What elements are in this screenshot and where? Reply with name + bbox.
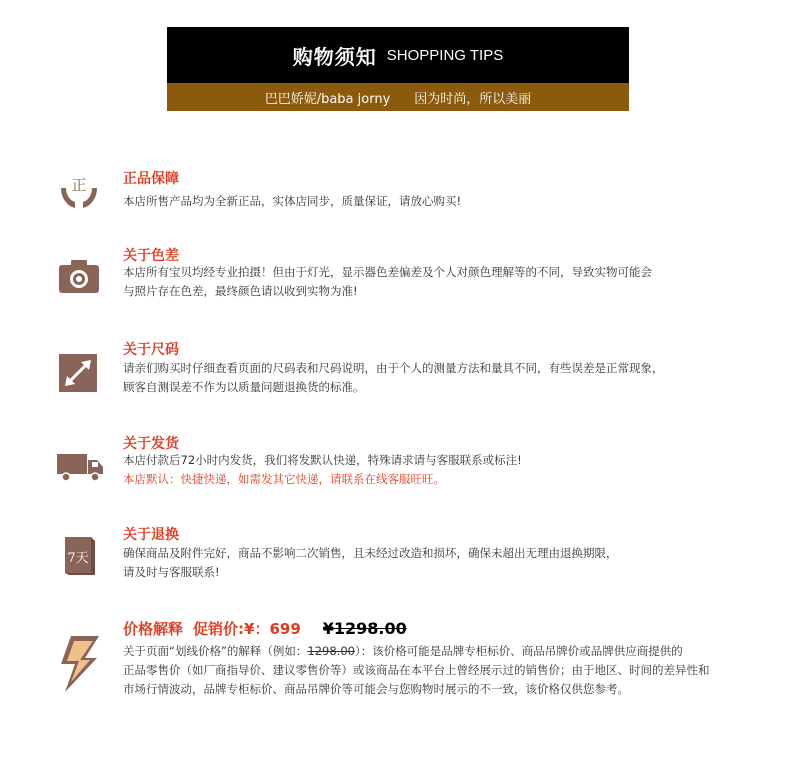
size-text <box>123 359 763 397</box>
color-text <box>123 263 763 301</box>
genuine-text <box>123 192 763 211</box>
promo-label: 促销价: <box>193 620 245 638</box>
price-line-1-pre: 关于页面“划线价格”的解释（例如： <box>123 644 308 658</box>
lightning-icon <box>55 632 103 694</box>
resize-arrow-icon <box>55 350 103 398</box>
size-line-2: 顾客自测误差不作为以质量问题退换货的标准。 <box>123 380 365 394</box>
seven-day-text: 7天 <box>67 551 89 566</box>
banner-brand-bar <box>167 83 629 111</box>
price-row <box>123 618 407 639</box>
page-subtitle: SHOPPING TIPS <box>386 46 504 64</box>
price-line-1-post: ）：该价格可能是品牌专柜标价、商品吊牌价或品牌供应商提供的 <box>354 644 683 658</box>
returns-title: 关于退换 <box>123 527 179 543</box>
original-price: ¥1298.00 <box>322 619 407 638</box>
promo-price: ¥：699 <box>244 620 301 638</box>
truck-icon <box>55 444 105 492</box>
price-line-1-strike: 1298.00 <box>307 644 355 658</box>
color-title: 关于色差 <box>123 248 179 264</box>
returns-text <box>123 544 763 582</box>
price-line-1 <box>123 642 773 661</box>
camera-icon <box>55 253 103 301</box>
returns-line-2: 请及时与客服联系! <box>123 565 220 579</box>
size-title: 关于尺码 <box>123 342 179 358</box>
brand-name: 巴巴娇妮/baba jorny <box>264 91 391 107</box>
price-title: 价格解释 <box>123 620 184 638</box>
header-banner <box>167 27 629 111</box>
page-title: 购物须知 <box>292 44 377 69</box>
genuine-line-1: 本店所售产品均为全新正品，实体店同步，质量保证，请放心购买! <box>123 194 462 208</box>
shipping-note: 本店默认：快捷快递，如需发其它快递，请联系在线客服旺旺。 <box>123 472 445 486</box>
shipping-line-1: 本店付款后72小时内发货，我们将发默认快递，特殊请求请与客服联系或标注! <box>123 453 522 467</box>
brand-slogan: 因为时尚，所以美丽 <box>414 91 532 107</box>
banner-title-bar <box>167 27 629 83</box>
price-line-3: 市场行情波动，品牌专柜标价、商品吊牌价等可能会与您购物时展示的不一致，该价格仅供您参考。 <box>123 682 629 696</box>
price-text <box>123 642 773 699</box>
color-line-2: 与照片存在色差，最终颜色请以收到实物为准! <box>123 284 358 298</box>
seven-day-icon <box>55 531 103 579</box>
genuine-title: 正品保障 <box>123 171 179 187</box>
shipping-title: 关于发货 <box>123 436 179 452</box>
genuine-char: 正 <box>71 176 87 194</box>
shipping-text <box>123 451 763 489</box>
color-line-1: 本店所有宝贝均经专业拍摄！但由于灯光，显示器色差偏差及个人对颜色理解等的不同，导致实物可能会 <box>123 265 652 279</box>
price-line-2: 正品零售价（如厂商指导价、建议零售价等）或该商品在本平台上曾经展示过的销售价；由于地区、时间的差异性和 <box>123 663 710 677</box>
genuine-hands-icon <box>55 166 103 214</box>
size-line-1: 请亲们购买时仔细查看页面的尺码表和尺码说明，由于个人的测量方法和量具不同，有些误差是正常现象， <box>123 361 664 375</box>
returns-line-1: 确保商品及附件完好，商品不影响二次销售，且未经过改造和损坏，确保未超出无理由退换期限， <box>123 546 618 560</box>
